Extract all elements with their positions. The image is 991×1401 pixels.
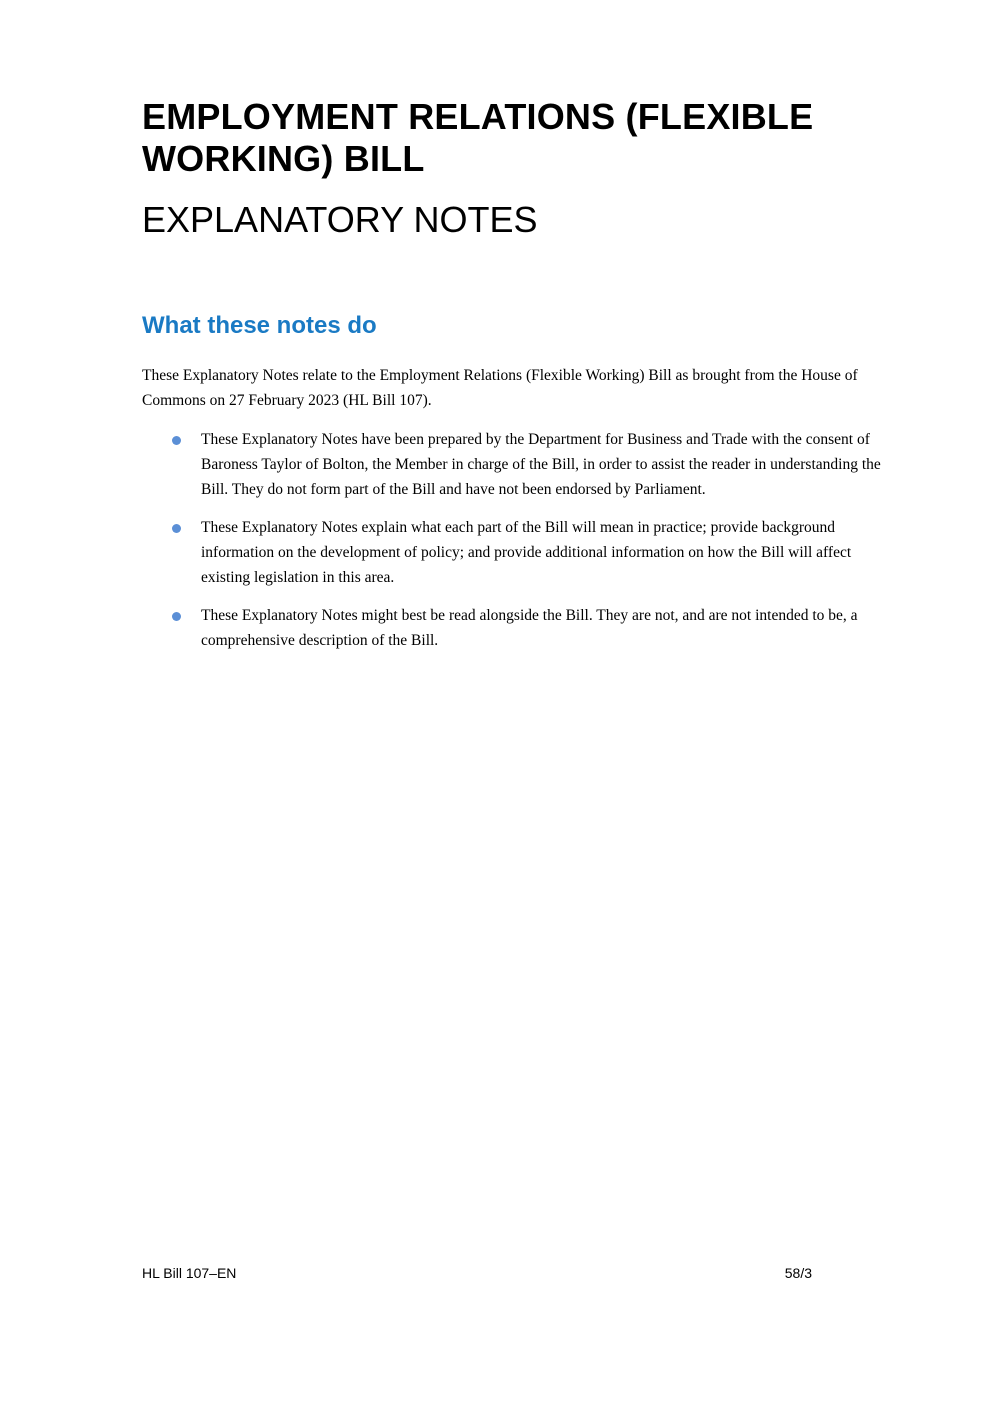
session-number: 58/3 [784,1265,812,1281]
document-title: EMPLOYMENT RELATIONS (FLEXIBLE WORKING) BILL [142,96,814,179]
bill-reference: HL Bill 107–EN [142,1265,237,1281]
bullet-text: These Explanatory Notes have been prepared by the Department for Business and Trade with the consent of Baroness Taylor of Bolton, the Member in charge of the Bill, in order to assist the reader in understanding the Bill. They do not form part of the Bill and have not been endorsed by Parliament. [201,431,881,498]
document-subtitle: EXPLANATORY NOTES [142,199,538,240]
bullet-icon [172,612,181,621]
bullet-list [142,427,902,666]
bullet-text: These Explanatory Notes explain what each part of the Bill will mean in practice; provide background information on the development of policy; and provide additional information on how the Bill will affect existing legislation in this area. [201,519,852,586]
section-heading: What these notes do [142,312,377,339]
bullet-item [142,603,902,653]
bullet-item [142,515,902,590]
bullet-text: These Explanatory Notes might best be read alongside the Bill. They are not, and are not intended to be, a comprehensive description of the Bill. [201,607,858,649]
bullet-icon [172,524,181,533]
intro-paragraph: These Explanatory Notes relate to the Employment Relations (Flexible Working) Bill as brought from the House of Commons on 27 February 2023 (HL Bill 107). [142,367,858,409]
bullet-icon [172,436,181,445]
bullet-item [142,427,902,502]
